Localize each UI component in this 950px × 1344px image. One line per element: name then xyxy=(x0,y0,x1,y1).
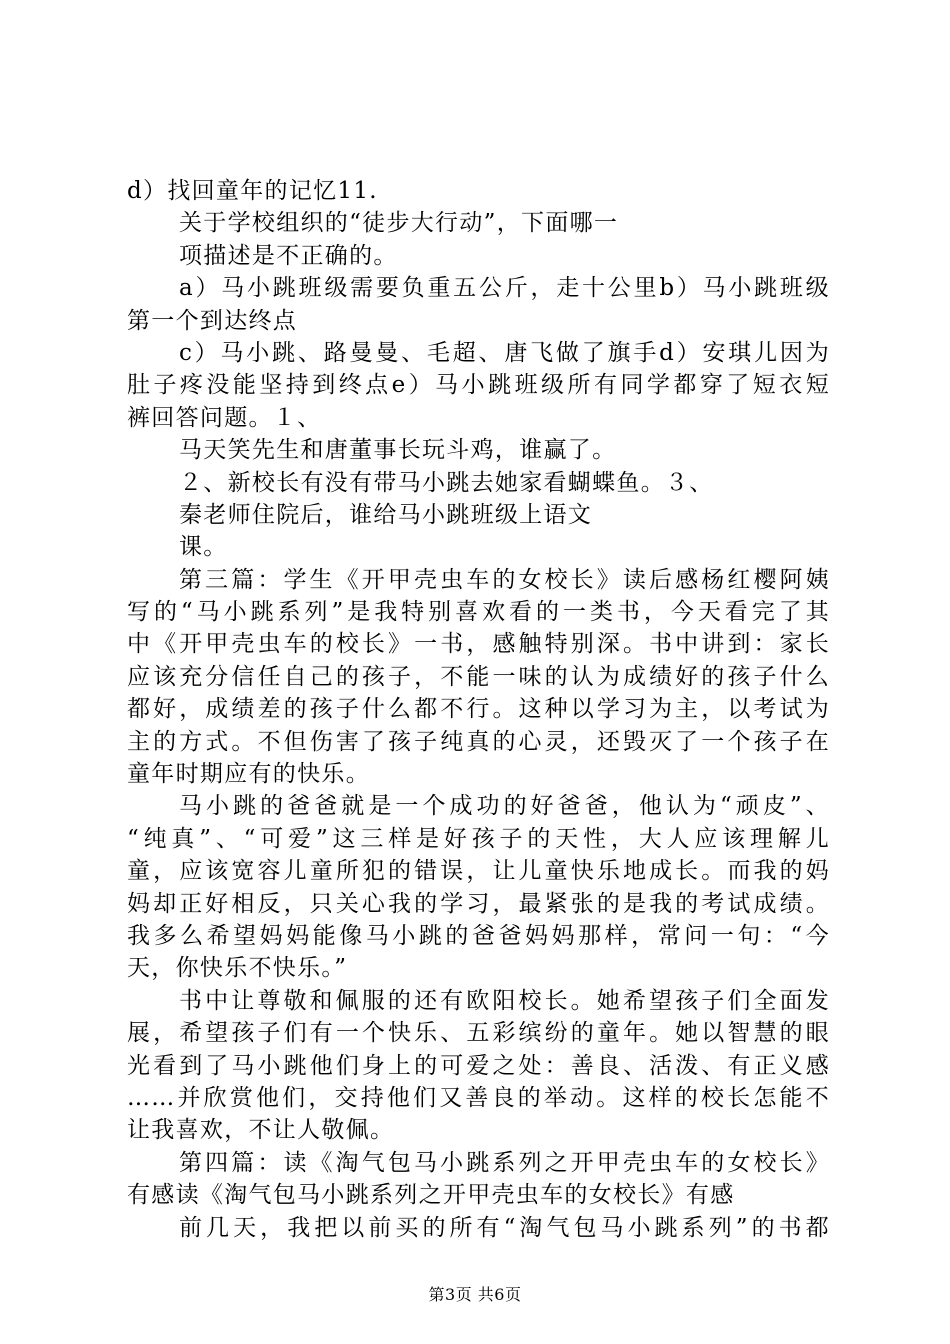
text-line: ……并欣赏他们，交持他们又善良的举动。这样的校长怎能不 xyxy=(127,1084,830,1111)
text-line: 书中让尊敬和佩服的还有欧阳校长。她希望孩子们全面发 xyxy=(179,987,830,1014)
text-line: 马小跳的爸爸就是一个成功的好爸爸，他认为“顽皮”、 xyxy=(179,793,830,820)
text-line: 第一个到达终点 xyxy=(127,307,298,334)
text-line: 应该充分信任自己的孩子，不能一味的认为成绩好的孩子什么 xyxy=(127,663,830,690)
text-line: 有感读《淘气包马小跳系列之开甲壳虫车的女校长》有感 xyxy=(127,1182,735,1209)
text-line: a）马小跳班级需要负重五公斤，走十公里b）马小跳班级 xyxy=(179,275,830,302)
text-line: 项描述是不正确的。 xyxy=(179,242,398,269)
text-line: 写的“马小跳系列”是我特别喜欢看的一类书，今天看完了其 xyxy=(127,599,830,626)
text-line: “纯真”、“可爱”这三样是好孩子的天性，大人应该理解儿 xyxy=(127,825,830,852)
text-line: 第四篇：读《淘气包马小跳系列之开甲壳虫车的女校长》 xyxy=(179,1149,830,1176)
text-line: 肚子疼没能坚持到终点e）马小跳班级所有同学都穿了短衣短 xyxy=(127,372,830,399)
text-line: 让我喜欢，不让人敬佩。 xyxy=(127,1117,395,1144)
text-line: 前几天，我把以前买的所有“淘气包马小跳系列”的书都 xyxy=(179,1214,830,1241)
page-footer: 第3页 共6页 xyxy=(428,1285,522,1304)
text-line: 中《开甲壳虫车的校长》一书，感触特别深。书中讲到：家长 xyxy=(127,631,830,658)
text-line: 我多么希望妈妈能像马小跳的爸爸妈妈那样，常问一句：“今 xyxy=(127,922,830,949)
text-line: 第三篇：学生《开甲壳虫车的女校长》读后感杨红樱阿姨 xyxy=(179,566,830,593)
text-line: ２、新校长有没有带马小跳去她家看蝴蝶鱼。３、 xyxy=(179,469,714,496)
text-line: c）马小跳、路曼曼、毛超、唐飞做了旗手d）安琪儿因为 xyxy=(179,339,830,366)
text-line: 马天笑先生和唐董事长玩斗鸡，谁赢了。 xyxy=(179,437,617,464)
document-body xyxy=(127,175,830,1244)
text-line: 光看到了马小跳他们身上的可爱之处：善良、活泼、有正义感 xyxy=(127,1052,830,1079)
text-line: 都好，成绩差的孩子什么都不行。这种以学习为主，以考试为 xyxy=(127,696,830,723)
text-line: 关于学校组织的“徒步大行动”，下面哪一 xyxy=(179,210,619,237)
text-line: 展，希望孩子们有一个快乐、五彩缤纷的童年。她以智慧的眼 xyxy=(127,1020,830,1047)
text-line: 童年时期应有的快乐。 xyxy=(127,761,370,788)
text-line: 秦老师住院后，谁给马小跳班级上语文 xyxy=(179,501,593,528)
text-line: d）找回童年的记忆11. xyxy=(127,178,378,204)
text-line: 妈却正好相反，只关心我的学习，最紧张的是我的考试成绩。 xyxy=(127,890,830,917)
text-line: 课。 xyxy=(179,534,228,561)
text-line: 裤回答问题。１、 xyxy=(127,404,322,431)
text-line: 主的方式。不但伤害了孩子纯真的心灵，还毁灭了一个孩子在 xyxy=(127,728,830,755)
text-line: 童，应该宽容儿童所犯的错误，让儿童快乐地成长。而我的妈 xyxy=(127,858,830,885)
text-line: 天，你快乐不快乐。” xyxy=(127,955,348,982)
